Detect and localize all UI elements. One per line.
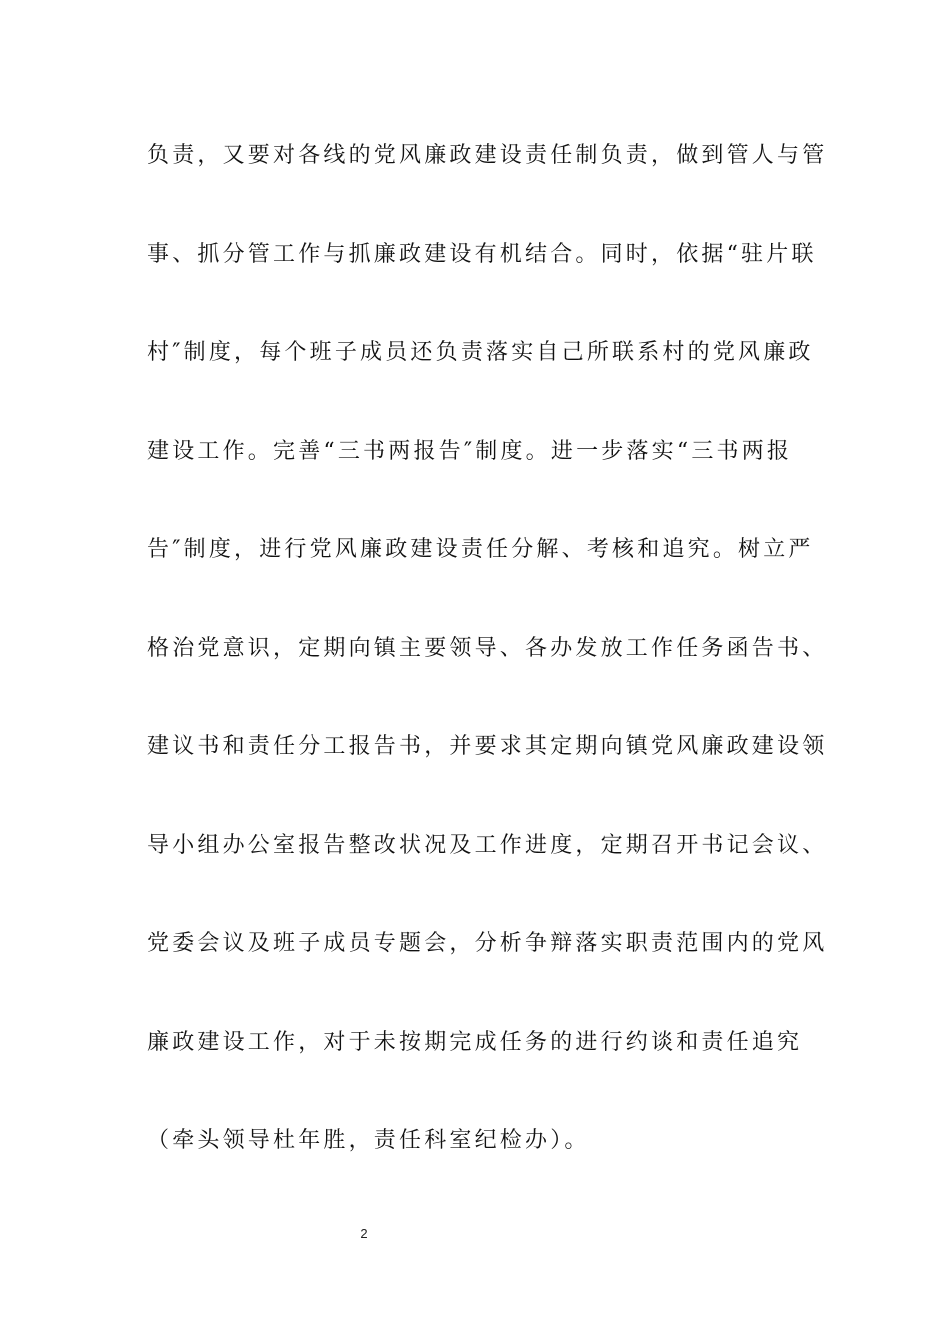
text-line: 导小组办公室报告整改状况及工作进度，定期召开书记会议、 — [147, 832, 828, 858]
page-number: 2 — [360, 1226, 368, 1241]
text-line: （牵头领导杜年胜，责任科室纪检办）。 — [147, 1128, 590, 1153]
text-line: 建议书和责任分工报告书，并要求其定期向镇党风廉政建设领 — [147, 734, 828, 759]
text-line: 告″制度，进行党风廉政建设责任分解、考核和追究。树立严 — [147, 537, 814, 562]
text-line: 村″制度，每个班子成员还负责落实自己所联系村的党风廉政 — [147, 340, 814, 365]
text-line: 建设工作。完善“三书两报告″制度。进一步落实“三书两报 — [147, 438, 793, 464]
text-line: 负责，又要对各线的党风廉政建设责任制负责，做到管人与管 — [147, 143, 828, 168]
text-line: 事、抓分管工作与抓廉政建设有机结合。同时，依据“驻片联 — [147, 241, 817, 267]
body-paragraph — [147, 130, 828, 1214]
text-line: 格治党意识，定期向镇主要领导、各办发放工作任务函告书、 — [147, 635, 828, 661]
text-line: 党委会议及班子成员专题会，分析争辩落实职责范围内的党风 — [147, 931, 828, 956]
text-line: 廉政建设工作，对于未按期完成任务的进行约谈和责任追究 — [147, 1029, 803, 1055]
